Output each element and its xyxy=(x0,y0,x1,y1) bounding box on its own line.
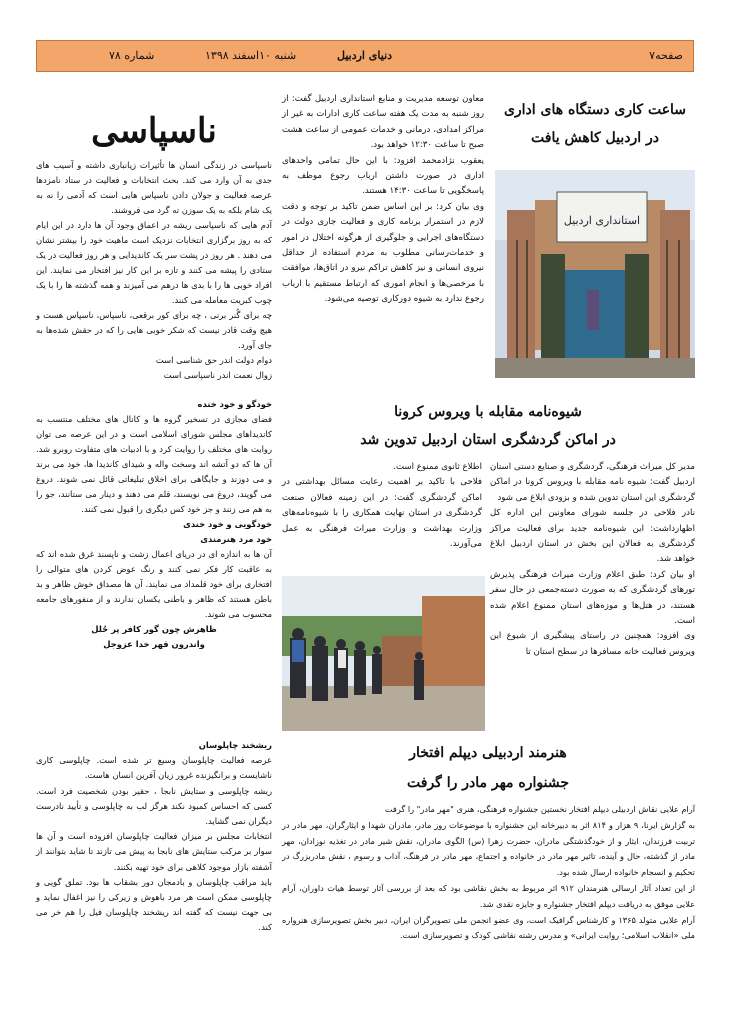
article4-body xyxy=(36,158,272,652)
article5-paragraph: انتخابات مجلس بر میزان فعالیت چاپلوسان افزوده است و آن ها سوار بر مرکب ستایش های نابجا به پیش می تازند تا شاید بتوانند از آشفته بازار موجود کلاهی برای خود تهیه بکنند. xyxy=(36,831,272,872)
article3-paragraph: آرام علایی نقاش اردبیلی دیپلم افتخار نخستین جشنواره فرهنگی، هنری "مهر مادر" را گرفت xyxy=(384,804,695,814)
article3-paragraph: به گزارش ایرنا، ۹ هزار و ۸۱۴ اثر به دبیرخانه این جشنواره با موضوعات روز مادر، مادران شهدا و ایثارگران، مهر مادر در تربیت فرزندان، ایثار و از خودگذشتگی مادران، حضرت زهرا (س) الگوی مادران، نقش شیر مادر در تغذیه نوزادان، مهر مادر از گذشته، حال و آینده، تاثیر مهر مادر در خانواده و اجتماع، مهر مادر در فرهنگ، آداب و رسوم ، نقش مادربزرگ در تحکیم و انسجام خانواده ارسال شده بود. xyxy=(282,819,695,878)
article2-paragraph: اطلاع ثانوی ممنوع است. xyxy=(393,462,482,472)
verse-line: ظاهرش چون گور کافر پر حُلل xyxy=(91,624,217,634)
article3-headline-line2: جشنواره مهر مادر را گرفت xyxy=(407,775,569,791)
article1-paragraph: یعقوب نژادمحمد افزود: با این حال تمامی واحدهای اداری در صورت داشتن ارباب رجوع موظف به پاسخگویی تا ساعت ۱۴:۳۰ هستند. xyxy=(282,155,484,197)
article4-paragraph: فضای مجازی در تسخیر گروه ها و کانال های مختلف منتسب به کاندیداهای مجلس شورای اسلامی است و در این عرصه می توان روایت های مختلف را روایت کرد و با ادبیات های متفاوت روبرو شد. آن ها که دو آتشه اند وسخت واله و شیدای کاندیدا ها، خود می برند و می دوزند و جایگاهی برای اخلاق تبلیغاتی قائل نمی شوند. دروغ می گویند، دروغ می نویسند، قلم می دهند و دینار می ستانند، جو را به هم می زنند و جز خود کس دیگری را قبول نمی کنند. xyxy=(36,414,272,514)
poem-line: زوال نعمت اندر ناسپاسی است xyxy=(163,370,272,380)
governorate-building-photo xyxy=(495,170,695,378)
article3-headline-line1: هنرمند اردبیلی دیپلم افتخار xyxy=(409,745,567,761)
article2-headline xyxy=(282,398,694,454)
article4-subheading: خود مرد هنرمندی xyxy=(200,534,272,544)
article2-paragraph: وی افزود: همچنین در راستای پیشگیری از شیوع این ویروس فعالیت خانه مسافرها در سطح استان تا xyxy=(490,631,695,657)
article4-paragraph: ناسپاسی در زندگی انسان ها تأثیرات زیانباری داشته و آسیب های جدی به آن وارد می کند. بحث انتخابات و فعالیت در ستاد نامزدها عرصه فعالیت و جولان دادن ناسپاس هایی است که آدمی را نه به یک شام بلکه به یک سوزن ته گرد می فروشند. xyxy=(36,160,272,215)
page-number: صفحه۷ xyxy=(649,49,683,62)
article5-paragraph: ریشه چاپلوسی و ستایش نابجا ، حقیر بودن شخصیت فرد است. کسی که احساس کمبود نکند هرگز لب به چاپلوسی و تأیید نادرست دیگران نمی گشاید. xyxy=(36,785,272,827)
article2-paragraph: مدیر کل میراث فرهنگی، گردشگری و صنایع دستی استان اردبیل گفت: شیوه نامه مقابله با ویروس کرونا در اماکن گردشگری این استان تدوین شده و بزودی ابلاغ می شود xyxy=(490,462,695,503)
article3-paragraph: از این تعداد آثار ارسالی هنرمندان ۹۱۲ اثر مربوط به بخش نقاشی بود که بعد از بررسی آثار توسط هیات داوران، آرام علایی موفق به دریافت دیپلم افتخار جشنواره و جایزه نقدی شد. xyxy=(282,882,695,909)
article2-headline-line1: شیوه‌نامه مقابله با ویروس کرونا xyxy=(394,404,582,420)
article3-body xyxy=(282,802,695,944)
page-header-bar xyxy=(36,40,694,72)
verse-line: واندرون قهر خدا عزوجل xyxy=(103,639,205,649)
building-sign-text: استانداری اردبیل xyxy=(563,214,641,227)
article3-paragraph: آرام علایی متولد ۱۳۶۵ و کارشناس گرافیک است، وی عضو انجمن ملی تصویرگران ایران، دبیر بخش تصویرسازی هنرواره ملی «انقلاب اسلامی؛ روایت ایرانی» و مدرس رشته نقاشی کودک و تصویرسازی است. xyxy=(282,914,695,941)
article4-paragraph: آن ها به اندازه ای در دریای اعمال زشت و ناپسند غرق شده اند که به عاقبت کار فکر نمی کنند و رنگ عوض کردن های متوالی را افتخاری برای خود قلمداد می نمایند. آن ها مصداق خوش ظاهر و بد باطن هستند که ظاهر و باطنی یکسان ندارند و از منفورهای جامعه محسوب می شوند. xyxy=(36,549,272,619)
poem-line: دوام دولت اندر حق شناسی است xyxy=(155,355,272,365)
article4-subheading: خودگو و خود خنده xyxy=(197,399,272,409)
article2-body-left xyxy=(282,460,482,552)
article1-body xyxy=(282,92,484,308)
issue-number: شماره ۷۸ xyxy=(109,49,155,62)
issue-date: شنبه ۱۰اسفند ۱۳۹۸ xyxy=(205,49,297,62)
article2-paragraph: او بیان کرد: طبق اعلام وزارت میراث فرهنگی پذیرش تورهای گردشگری که به صورت دسته‌جمعی در حال سفر هستند، در هتل‌ها و موزه‌های استان ممنوع اعلام شده است. xyxy=(490,569,695,627)
article2-paragraph: نادر فلاحی در جلسه شورای معاونین این اداره کل اظهارداشت: این شیوه‌نامه جدید برای فعالیت مراکز گردشگری به فعالان این بخش در استان اردبیل ابلاغ خواهد شد. xyxy=(490,508,695,565)
article4-paragraph: چه برای گُنر برنی ، چه برای کور برقعی، ناسپاس، ناسپاس هست و هیچ وقت قادر نیست که شکر خوبی هایی را که در حقش شده‌ها به جای آورد. xyxy=(36,310,272,350)
article2-body-right xyxy=(490,460,695,660)
article2-headline-line2: در اماکن گردشگری استان اردبیل تدوین شد xyxy=(360,432,616,448)
article5-body xyxy=(36,738,272,936)
article4-paragraph: آدم هایی که ناسپاسی ریشه در اعماق وجود آن ها دارد در این ایام که به روز برگزاری انتخابات نزدیک است ماهیت خود را بیشتر نشان می دهند . هر روز در پشت سر یک کاندیدایی و هر روز فعالیت در یک ستادی را پیشه می کنند و تازه بر این کار نیز افتخار می نمایند. این افراد خوبی ها را با بدی ها درهم می آمیزند و همه گذشته ها را با یک چوب کبریت معامله می کنند. xyxy=(36,220,272,305)
article2-paragraph: فلاحی با تاکید بر اهمیت رعایت مسائل بهداشتی در اماکن گردشگری گفت: در این زمینه فعالان صنعت گردشگری در استان نهایت همکاری را با شیوه‌نامه‌های وزارت بهداشت و وزارت میراث فرهنگی به عمل می‌آورند. xyxy=(282,477,482,550)
article5-paragraph: باید مراقب چاپلوسان و بادمجان دور بشقاب ها بود. تملق گویی و چاپلوسی ممکن است هر مرد باهوش و زیرکی را نیز اغفال نماید و بی جهت نیست که گفته اند ریشخند چاپلوسان فیل را هم خر می کند. xyxy=(36,876,272,933)
article4-subheading: خودگویی و خود خندی xyxy=(183,519,272,529)
article5-headline: ریشخند چاپلوسان xyxy=(198,740,272,750)
article1-paragraph: وی بیان کرد: بر این اساس ضمن تاکید بر توجه و دقت لازم در استمرار برنامه کاری و فعالیت جاری دولت در دستگاه‌های اجرایی و جلوگیری از هرگونه اختلال در امور و خدمات‌رسانی مطلوب به مردم استفاده از حداقل نیروی انسانی و نیز کاهش تراکم نیرو در اتاق‌ها، موافقت با مرخصی‌ها و انجام اموری که ارتباط مستقیم با ارباب رجوع ندارد به شیوه دورکاری توصیه می‌شود. xyxy=(282,201,484,305)
tourists-historic-site-photo xyxy=(282,576,485,731)
article1-headline xyxy=(490,96,700,152)
newspaper-title: دنیای اردبیل xyxy=(337,49,393,62)
article1-paragraph: معاون توسعه مدیریت و منابع استانداری اردبیل گفت: از روز شنبه به مدت یک هفته ساعت کاری ادارات به غیر از مراکز امدادی، درمانی و خدمات عمومی از ساعت هشت صبح تا ساعت ۱۲:۳۰ خواهد بود. xyxy=(282,94,484,151)
article1-headline-line1: ساعت کاری دستگاه های اداری xyxy=(503,102,687,118)
article5-paragraph: عرصه فعالیت چاپلوسان وسیع تر شده است. چاپلوسی کاری ناشایست و برانگیزنده غرور زیان آفرین انسان هاست. xyxy=(36,755,272,781)
article3-headline xyxy=(282,738,694,798)
article4-headline: ناسپاسی xyxy=(91,111,217,151)
article1-headline-line2: در اردبیل کاهش یافت xyxy=(531,130,659,146)
